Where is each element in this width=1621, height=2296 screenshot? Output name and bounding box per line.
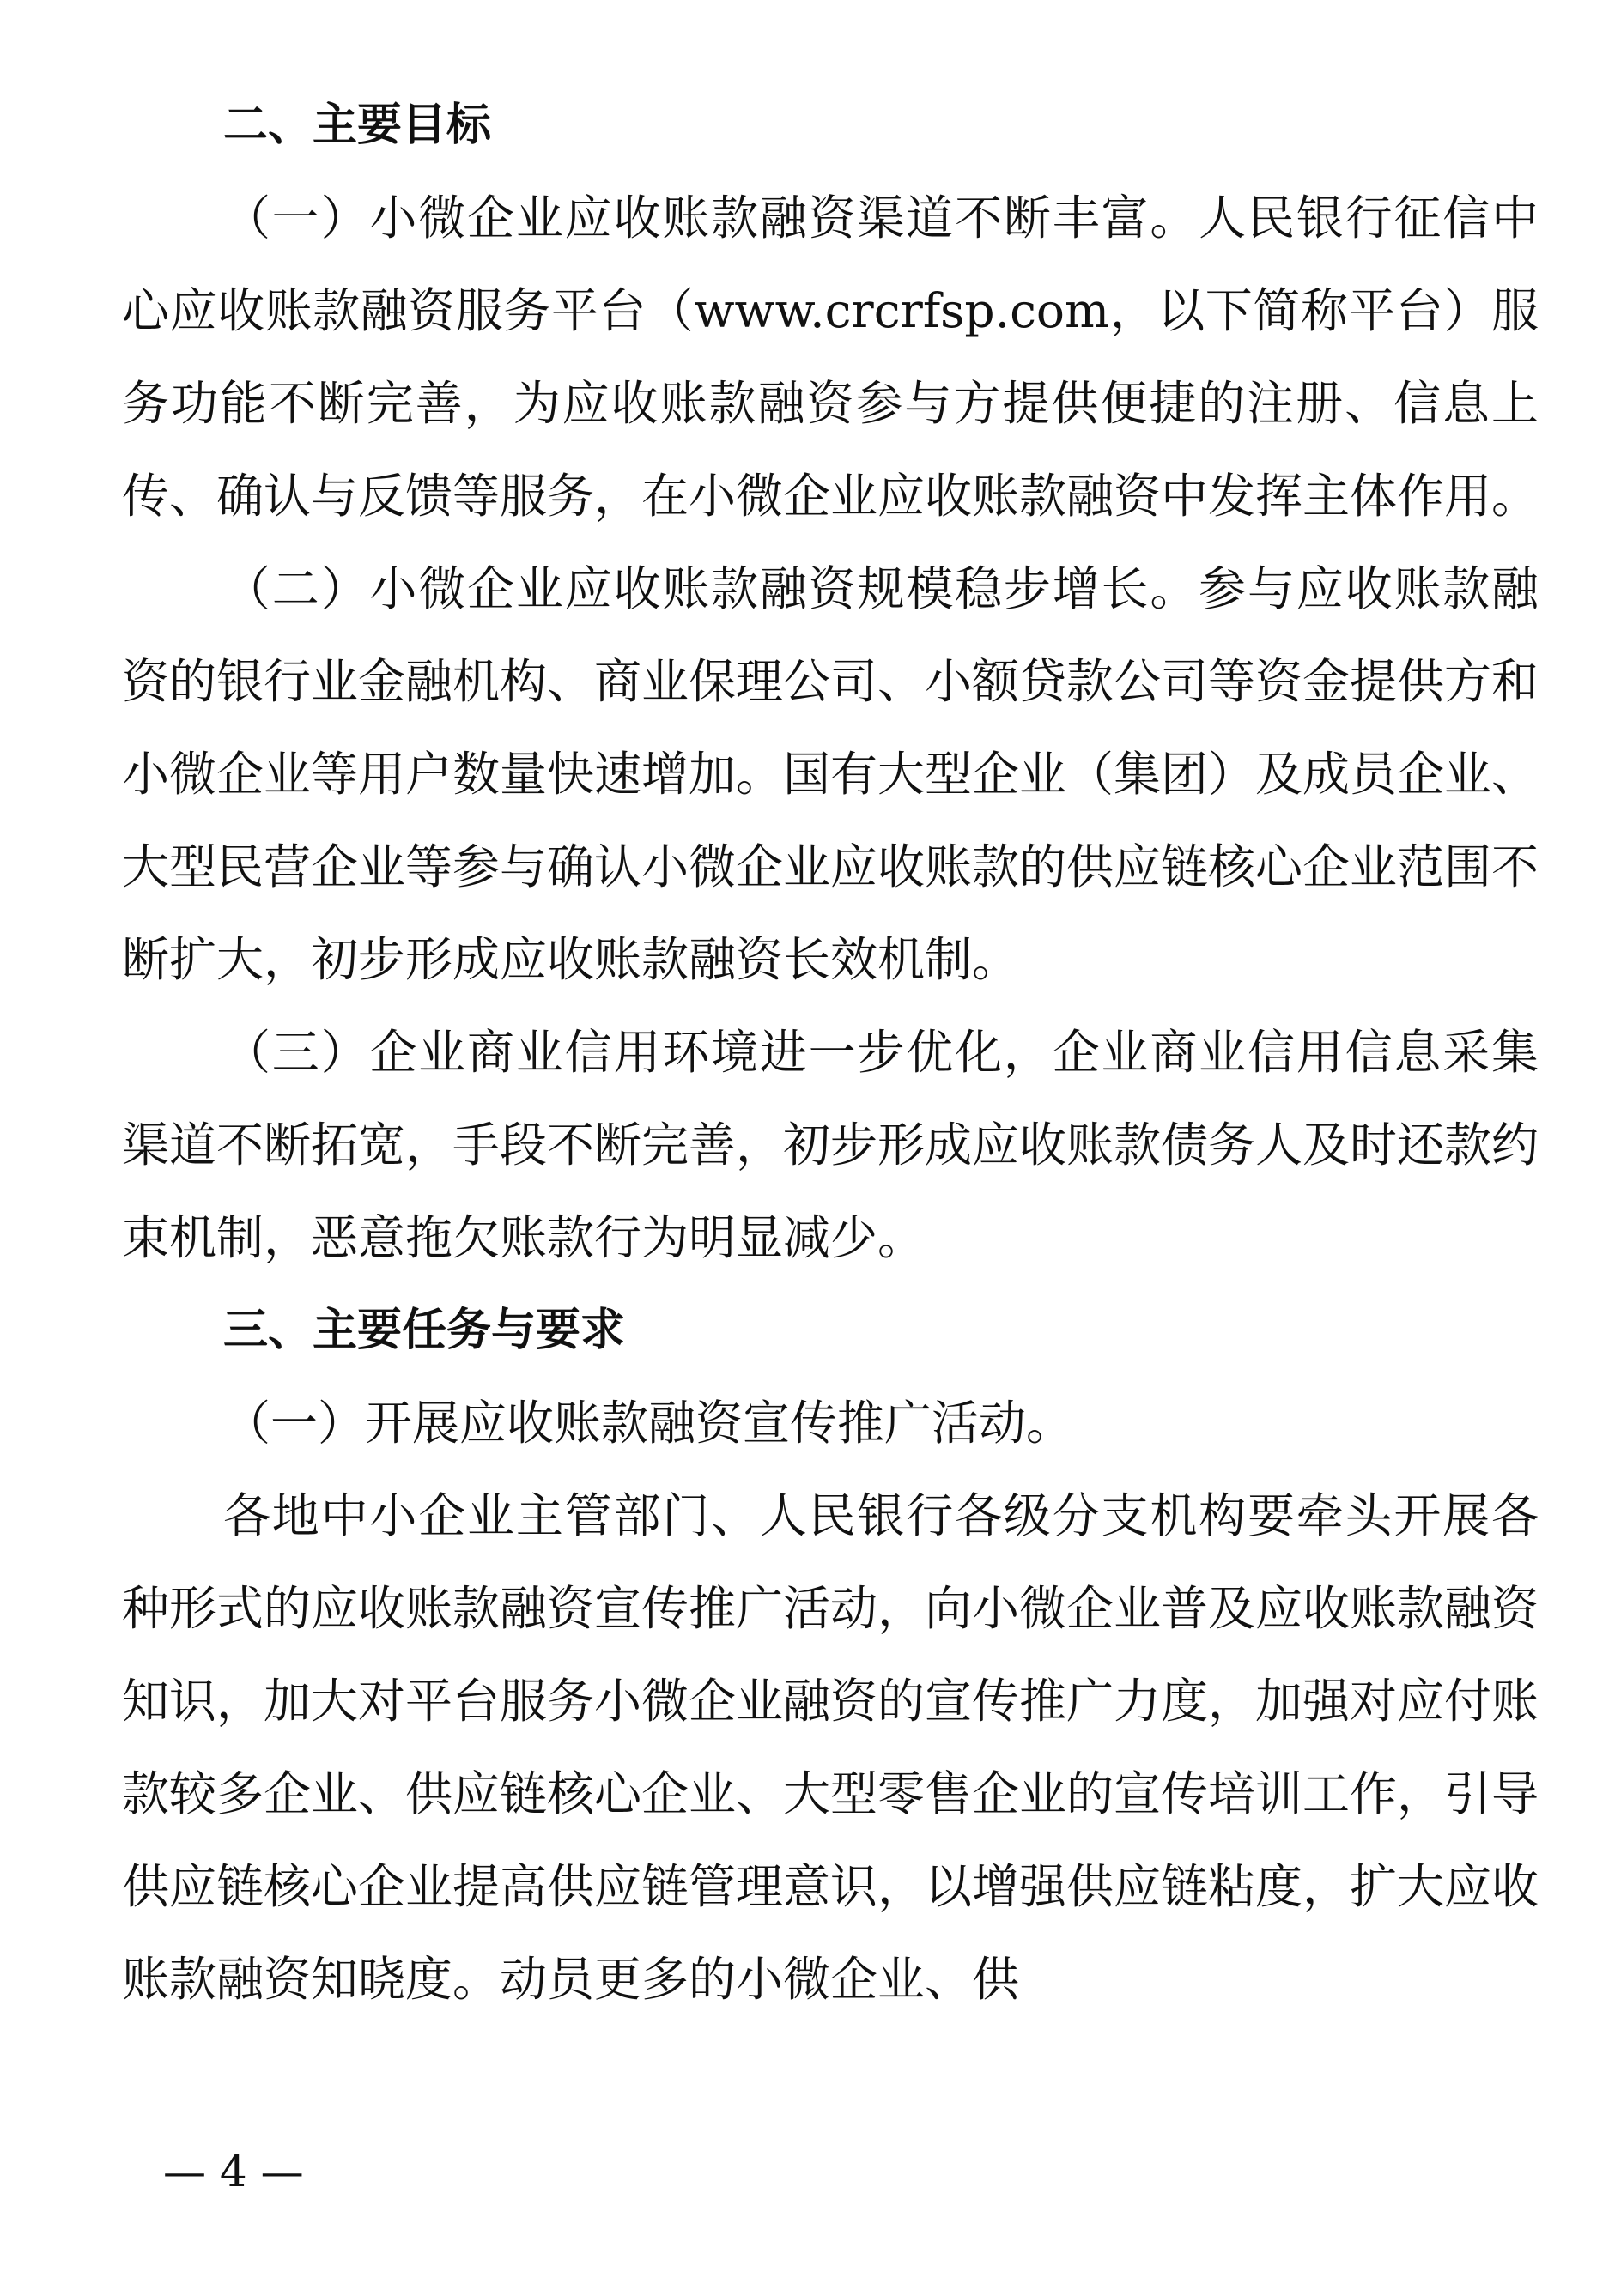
paragraph-goal-2: （二）小微企业应收账款融资规模稳步增长。参与应收账款融资的银行业金融机构、商业保理公司、小额贷款公司等资金提供方和小微企业等用户数量快速增加。国有大型企业（集团）及成员企业、大型民营企业等参与确认小微企业应收账款的供应链核心企业范围不断扩大，初步形成应收账款融资长效机制。: [122, 561, 1539, 987]
paragraph-task-1-body: 各地中小企业主管部门、人民银行各级分支机构要牵头开展各种形式的应收账款融资宣传推广活动，向小微企业普及应收账款融资知识，加大对平台服务小微企业融资的宣传推广力度，加强对应付账款较多企业、供应链核心企业、大型零售企业的宣传培训工作，引导供应链核心企业提高供应链管理意识，以增强供应链粘度，扩大应收账款融资知晓度。动员更多的小微企业、供: [122, 1488, 1539, 2007]
section-heading-main-goals: 二、主要目标: [223, 100, 492, 151]
document-body: [122, 79, 1539, 2026]
paragraph-goal-1: （一）小微企业应收账款融资渠道不断丰富。人民银行征信中心应收账款融资服务平台（www.crcrfsp.com，以下简称平台）服务功能不断完善，为应收账款融资参与方提供便捷的注册、信息上传、确认与反馈等服务，在小微企业应收账款融资中发挥主体作用。: [122, 191, 1539, 524]
section-heading-tasks: 三、主要任务与要求: [223, 1305, 626, 1356]
page-number: — 4 —: [163, 2147, 304, 2196]
paragraph-task-1-title: （一）开展应收账款融资宣传推广活动。: [223, 1396, 1074, 1451]
paragraph-goal-3: （三）企业商业信用环境进一步优化，企业商业信用信息采集渠道不断拓宽，手段不断完善，初步形成应收账款债务人及时还款约束机制，恶意拖欠账款行为明显减少。: [122, 1025, 1539, 1265]
